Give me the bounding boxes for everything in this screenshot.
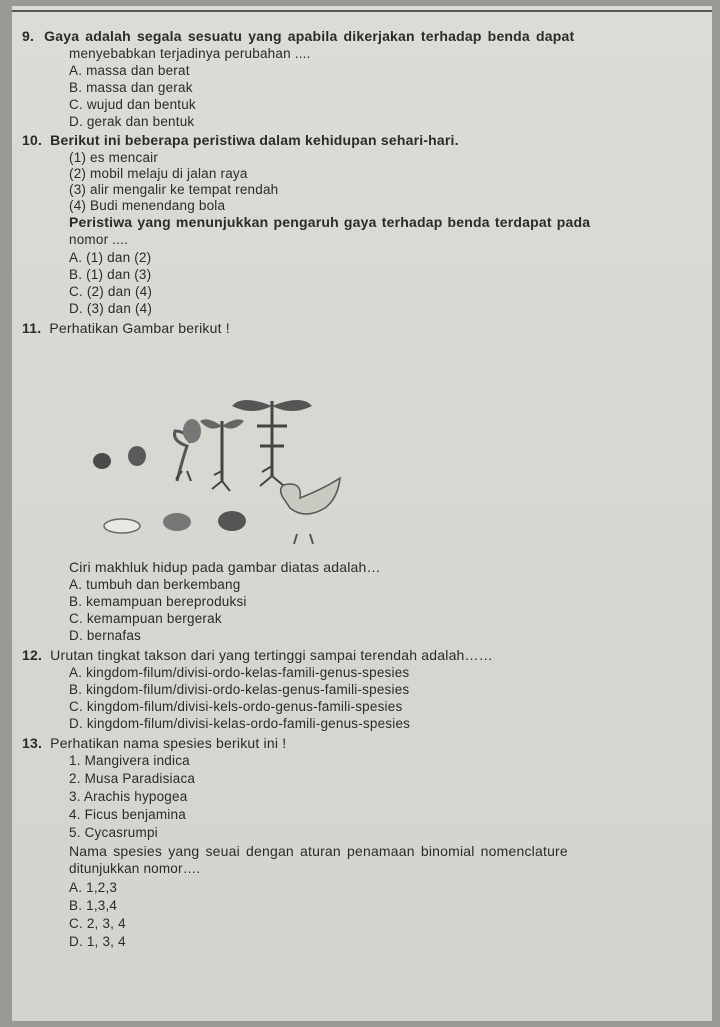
top-rule: [12, 10, 712, 12]
q9-stem-line1: [22, 28, 574, 44]
q11-question: Ciri makhluk hidup pada gambar diatas adalah…: [69, 559, 381, 575]
q10-event-3: (3) alir mengalir ke tempat rendah: [69, 182, 279, 197]
q10-stem: [22, 132, 459, 148]
q13-stem-text: Perhatikan nama spesies berikut ini !: [50, 735, 287, 751]
q10-question-line1: Peristiwa yang menunjukkan pengaruh gaya terhadap benda terdapat pada: [69, 214, 591, 230]
chicken-growth-icon: [104, 478, 340, 544]
q10-option-b: B. (1) dan (3): [69, 267, 152, 282]
q11-stem-text: Perhatikan Gambar berikut !: [49, 320, 230, 336]
q12-number: 12.: [22, 647, 43, 663]
q13-option-d: D. 1, 3, 4: [69, 934, 126, 949]
q10-event-1: (1) es mencair: [69, 150, 159, 165]
q13-species-4: 4. Ficus benjamina: [69, 807, 186, 822]
q13-option-c: C. 2, 3, 4: [69, 916, 126, 931]
q9-option-b: B. massa dan gerak: [69, 80, 193, 95]
q13-number: 13.: [22, 735, 43, 751]
q10-option-c: C. (2) dan (4): [69, 284, 153, 299]
q9-option-d: D. gerak dan bentuk: [69, 114, 195, 129]
q11-option-b: B. kemampuan bereproduksi: [69, 594, 247, 609]
q13-stem: [22, 735, 286, 751]
q10-number: 10.: [22, 132, 43, 148]
q9-stem-text1: Gaya adalah segala sesuatu yang apabila dikerjakan terhadap benda dapat: [44, 28, 575, 44]
q12-stem: [22, 647, 493, 663]
q9-option-c: C. wujud dan bentuk: [69, 97, 196, 112]
q12-option-b: B. kingdom-filum/divisi-ordo-kelas-genus-famili-spesies: [69, 682, 410, 697]
q13-species-3: 3. Arachis hypogea: [69, 789, 188, 804]
plant-growth-icon: [93, 400, 312, 491]
q10-option-d: D. (3) dan (4): [69, 301, 153, 316]
q10-question-line2: nomor ....: [69, 232, 129, 247]
q9-number: 9.: [22, 28, 35, 44]
q12-stem-text: Urutan tingkat takson dari yang tertinggi sampai terendah adalah……: [50, 647, 493, 663]
life-cycle-illustration: [82, 386, 382, 546]
q10-event-4: (4) Budi menendang bola: [69, 198, 226, 213]
q11-number: 11.: [22, 320, 42, 336]
q11-option-a: A. tumbuh dan berkembang: [69, 577, 241, 592]
q13-option-b: B. 1,3,4: [69, 898, 118, 913]
q11-stem: [22, 320, 230, 336]
q13-species-5: 5. Cycasrumpi: [69, 825, 158, 840]
q13-question-line1: Nama spesies yang seuai dengan aturan penamaan binomial nomenclature: [69, 843, 568, 859]
worksheet-page: [12, 6, 712, 1021]
q10-event-2: (2) mobil melaju di jalan raya: [69, 166, 248, 181]
q12-option-a: A. kingdom-filum/divisi-ordo-kelas-famili-genus-spesies: [69, 665, 410, 680]
q10-option-a: A. (1) dan (2): [69, 250, 152, 265]
q13-species-1: 1. Mangivera indica: [69, 753, 190, 768]
q12-option-d: D. kingdom-filum/divisi-kelas-ordo-famili-genus-spesies: [69, 716, 411, 731]
q9-stem-line2: menyebabkan terjadinya perubahan ....: [69, 46, 311, 61]
q13-question-line2: ditunjukkan nomor….: [69, 861, 201, 876]
q11-option-c: C. kemampuan bergerak: [69, 611, 222, 626]
q13-option-a: A. 1,2,3: [69, 880, 118, 895]
q9-option-a: A. massa dan berat: [69, 63, 190, 78]
q10-stem-text: Berikut ini beberapa peristiwa dalam kehidupan sehari-hari.: [50, 132, 459, 148]
q13-species-2: 2. Musa Paradisiaca: [69, 771, 196, 786]
q11-option-d: D. bernafas: [69, 628, 141, 643]
q12-option-c: C. kingdom-filum/divisi-kels-ordo-genus-famili-spesies: [69, 699, 403, 714]
